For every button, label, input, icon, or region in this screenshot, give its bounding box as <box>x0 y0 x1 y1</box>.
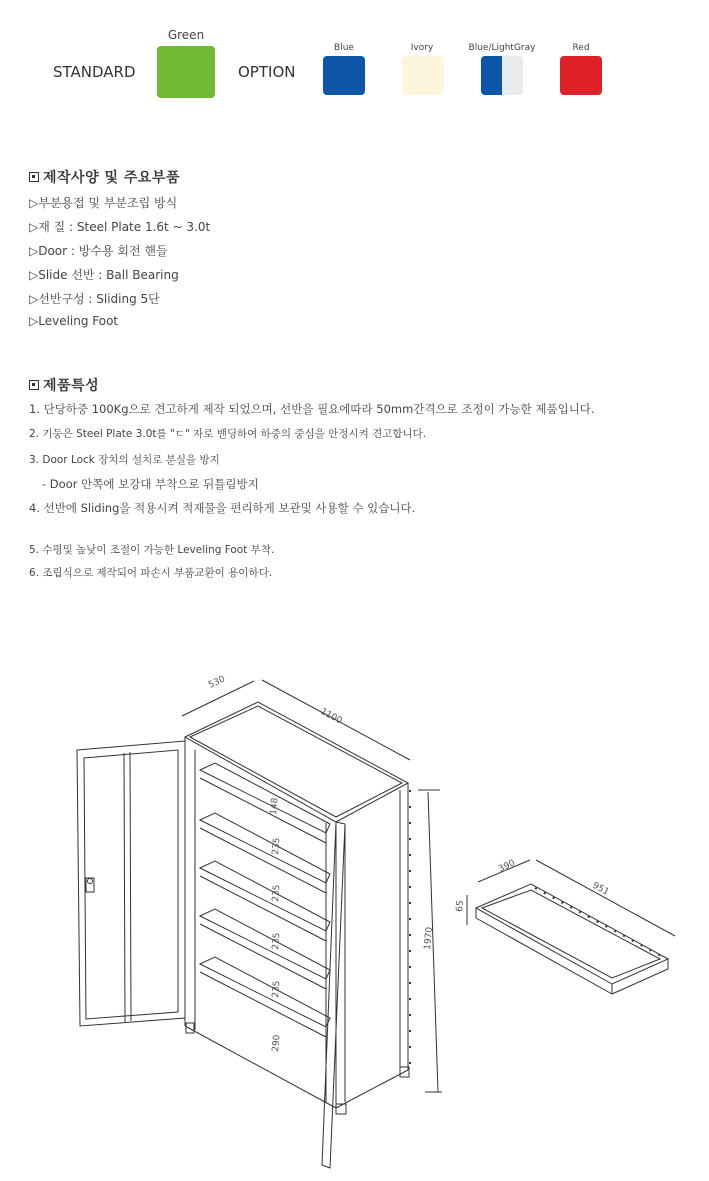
dim-shelf: 235 <box>271 932 283 951</box>
spec-item: ▷Leveling Foot <box>29 314 119 328</box>
right-door <box>322 822 345 1168</box>
dim-tray-width: 951 <box>590 880 611 898</box>
swatch-red[interactable] <box>560 56 602 95</box>
dim-depth: 530 <box>207 674 227 691</box>
swatch-ivory[interactable] <box>402 56 444 95</box>
dim-shelf: 235 <box>271 884 283 903</box>
features-heading: 제품특성 <box>29 375 99 395</box>
square-bullet-icon <box>29 172 39 182</box>
square-bullet-icon <box>29 380 39 390</box>
feature-item: 6. 조립식으로 제작되어 파손시 부품교환이 용이하다. <box>29 567 273 579</box>
dim-shelf: 290 <box>271 1034 283 1053</box>
spec-item: ▷Door : 방수용 회전 핸들 <box>29 244 168 258</box>
left-door <box>77 741 185 1026</box>
slide-tray <box>467 860 675 994</box>
option-label: OPTION <box>238 63 296 81</box>
feature-item: 2. 기둥은 Steel Plate 3.0t를 "ㄷ" 자로 밴딩하여 하중의 중심을 안정시켜 견고합니다. <box>29 428 427 440</box>
swatch-blue-lightgray[interactable] <box>481 56 523 95</box>
spec-item: ▷선반구성 : Sliding 5단 <box>29 292 160 306</box>
standard-label: STANDARD <box>53 63 136 81</box>
swatch-name-blue: Blue <box>334 43 354 53</box>
cabinet-body <box>185 702 410 1114</box>
dim-shelf: 235 <box>271 980 283 999</box>
swatch-name-red: Red <box>572 43 590 53</box>
swatch-name-green: Green <box>167 28 205 42</box>
swatch-blue[interactable] <box>323 56 365 95</box>
swatch-name-ivory: Ivory <box>410 43 434 53</box>
dim-tray-height: 65 <box>455 899 466 913</box>
feature-subitem: - Door 안쪽에 보강대 부착으로 뒤틀림방지 <box>42 477 259 491</box>
spec-item: ▷재 질 : Steel Plate 1.6t ~ 3.0t <box>29 220 211 234</box>
feature-item: 4. 선반에 Sliding을 적용시켜 적재물을 편리하게 보관및 사용할 수 있습니다. <box>29 501 416 515</box>
dim-height: 1970 <box>423 926 435 951</box>
spec-heading: 제작사양 및 주요부품 <box>29 167 180 187</box>
dim-shelf: 235 <box>271 837 283 856</box>
dim-width: 1100 <box>318 706 344 727</box>
cabinet-drawing <box>0 640 709 1180</box>
spec-item: ▷Slide 선반 : Ball Bearing <box>29 268 179 282</box>
swatch-name-blue-lightgray: Blue/LightGray <box>468 43 536 53</box>
feature-item: 5. 수평및 높낮이 조절이 가능한 Leveling Foot 부착. <box>29 544 275 556</box>
swatch-green[interactable] <box>157 46 215 98</box>
feature-item: 3. Door Lock 장치의 설치로 분실을 방지 <box>29 454 220 466</box>
color-options <box>0 0 709 120</box>
spec-item: ▷부분용접 및 부분조립 방식 <box>29 196 178 210</box>
feature-item: 1. 단당하중 100Kg으로 견고하게 제작 되었으며, 선반을 필요에따라 50mm간격으로 조정이 가능한 제품입니다. <box>29 402 595 416</box>
dim-shelf: 148 <box>269 797 281 816</box>
dim-tray-depth: 390 <box>497 858 517 875</box>
